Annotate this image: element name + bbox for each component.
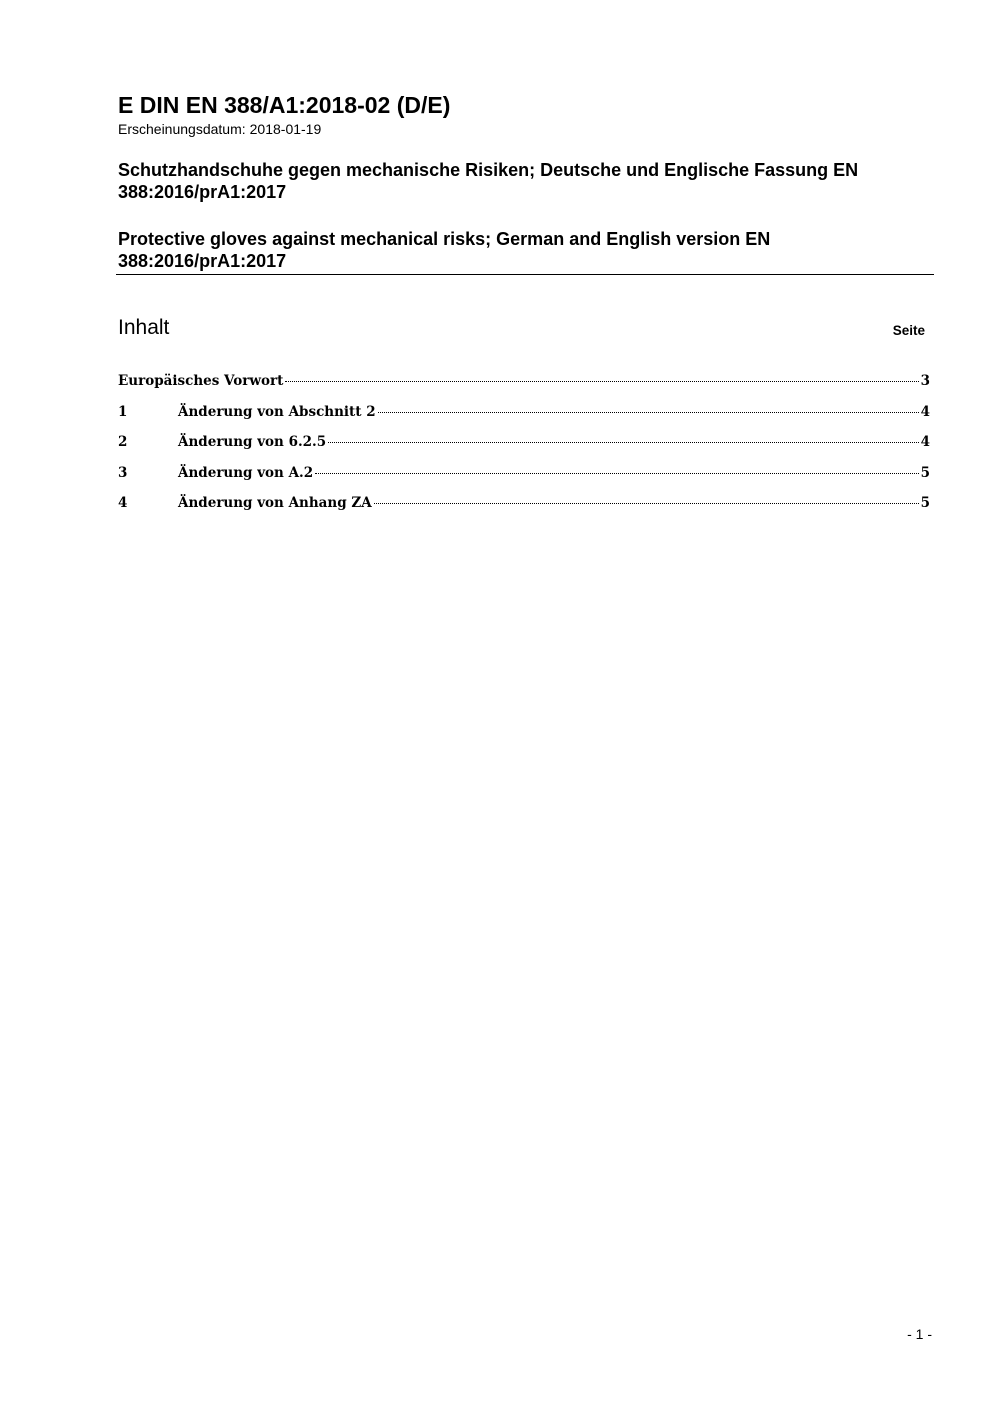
english-title: Protective gloves against mechanical risks; German and English version EN 388:2016/prA1:2017	[118, 229, 771, 271]
toc-entry-page: 4	[920, 403, 930, 420]
toc-entry-number: 2	[118, 434, 128, 450]
toc-entry-page: 5	[920, 464, 930, 481]
toc-dot-leader	[374, 502, 919, 504]
toc-entry-title: Änderung von Abschnitt 2	[178, 403, 376, 420]
table-of-contents	[118, 370, 930, 523]
toc-page-column-label: Seite	[892, 323, 925, 338]
toc-dot-leader	[328, 441, 918, 443]
publication-date-label: Erscheinungsdatum:	[118, 121, 246, 137]
toc-dot-leader	[378, 411, 919, 413]
document-title: E DIN EN 388/A1:2018-02 (D/E)	[118, 92, 451, 118]
toc-entry-4[interactable]	[118, 492, 930, 523]
toc-entry-page: 5	[920, 495, 930, 511]
toc-heading: Inhalt	[118, 316, 170, 339]
toc-entry-2[interactable]	[118, 431, 930, 462]
toc-entry-number: 3	[118, 464, 128, 481]
toc-entry-title: Änderung von Anhang ZA	[178, 495, 372, 511]
title-divider	[116, 274, 934, 275]
publication-date-line	[118, 121, 321, 138]
page-number: - 1 -	[907, 1326, 932, 1342]
toc-entry-page: 4	[920, 434, 930, 450]
toc-dot-leader	[285, 380, 918, 382]
toc-entry-title: Europäisches Vorwort	[118, 373, 284, 389]
german-title: Schutzhandschuhe gegen mechanische Risiken; Deutsche und Englische Fassung EN 388:2016/prA1:2017	[118, 160, 859, 202]
toc-entry-number: 4	[118, 495, 128, 511]
toc-entry-title: Änderung von 6.2.5	[178, 434, 327, 450]
publication-date-value: 2018-01-19	[249, 121, 322, 137]
toc-entry-number: 1	[118, 403, 128, 420]
toc-dot-leader	[315, 472, 918, 474]
toc-entry-title: Änderung von A.2	[178, 464, 314, 481]
toc-entry-1[interactable]	[118, 401, 930, 432]
toc-entry-3[interactable]	[118, 462, 930, 493]
toc-entry-foreword[interactable]	[118, 370, 930, 401]
toc-entry-page: 3	[920, 373, 930, 389]
